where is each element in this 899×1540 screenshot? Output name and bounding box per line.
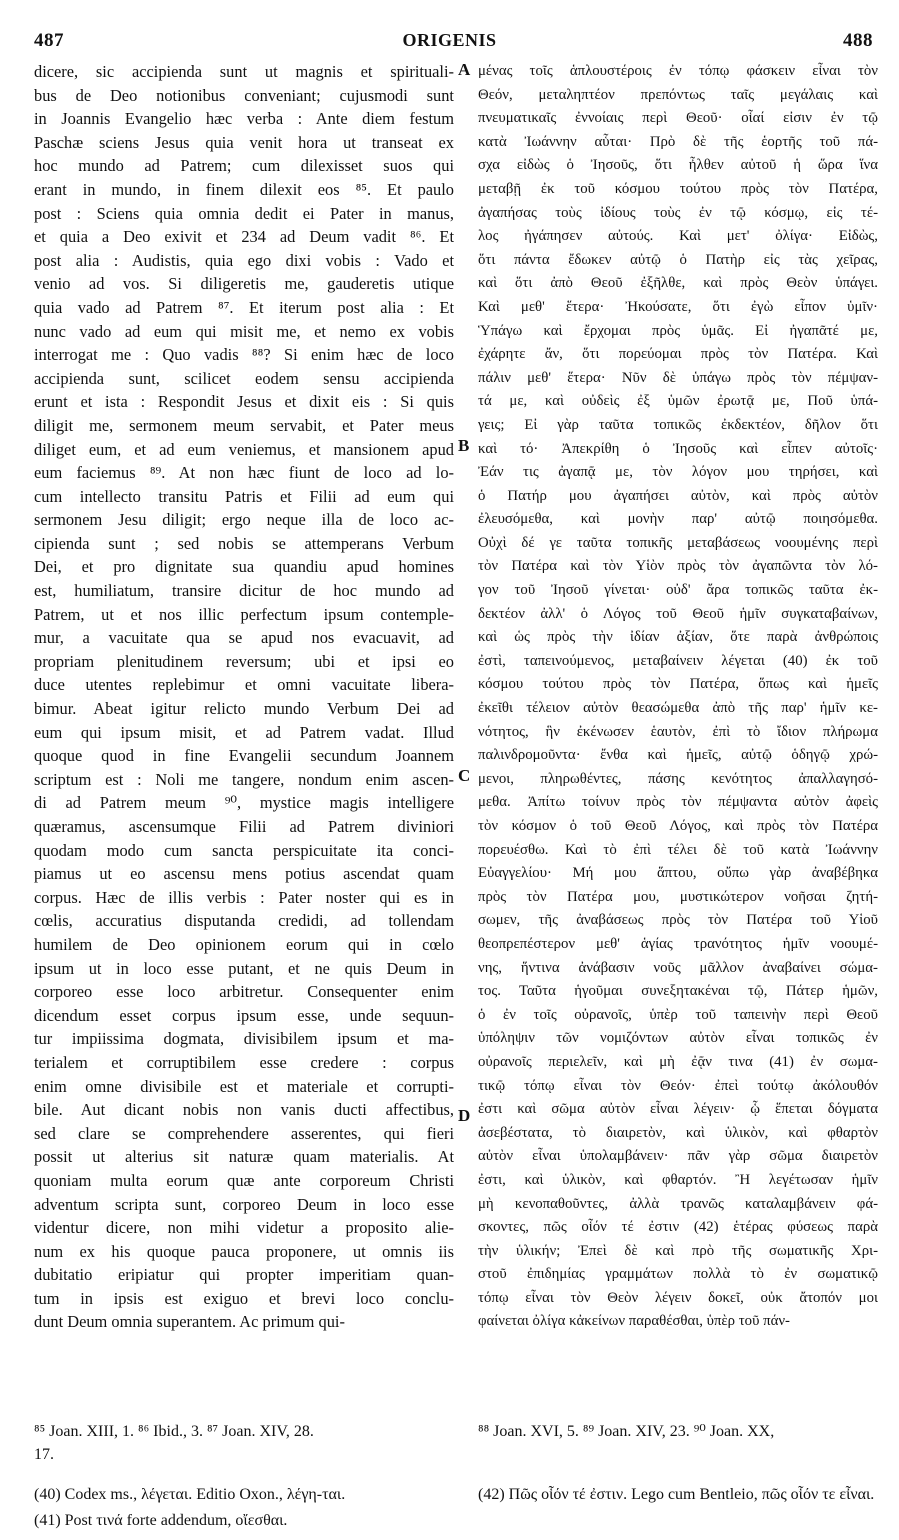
latin-text-line: quoniam multa eorum quæ ante corporeum Christi xyxy=(34,1170,454,1190)
latin-text-line: di ad Patrem meum ⁹⁰, mystice magis intelligere xyxy=(34,793,454,813)
greek-text-line: μεθα. Ἀπίτω τοίνυν πρὸς τὸν πέμψαντα αὐτὸν ἀφεὶς xyxy=(478,794,878,811)
greek-text-line: ἐστὶ, ταπεινούμενος, μεταβαίνειν λέγεται (40) ἐκ τοῦ xyxy=(478,652,878,669)
page-number-right: 488 xyxy=(843,30,873,51)
greek-text-line: μενοι, πληρωθέντες, πάσης κενότητος ἀπαλλαγησό- xyxy=(478,770,878,787)
latin-text-line: et quia a Deo exivit et 234 ad Deum vadit ⁸⁶. Et xyxy=(34,227,454,247)
greek-text-line: νης, ἥντινα ἀνάβασιν νοῦς μᾶλλον ἀναβαίνει σώμα- xyxy=(478,959,878,976)
greek-text-line: κατὰ Ἰωάννην αὗται· Πρὸ δὲ τῆς ἑορτῆς τοῦ πά- xyxy=(478,133,878,150)
latin-text-line: humilem de Deo opinionem eorum qui in cœlo xyxy=(34,934,454,954)
latin-text-line: quoque quod in fine Evangelii secundum Joannem xyxy=(34,746,454,766)
greek-text-line: ἐστι, καὶ ὑλικὸν, καὶ φθαρτόν. Ἢ λεγέτωσαν ἡμῖν xyxy=(478,1171,878,1188)
greek-text-line: φαίνεται ὀλίγα κἀκείνων παραθέσθαι, ὑπὲρ τοῦ πάν- xyxy=(478,1313,790,1330)
greek-text-line: Οὐχὶ δέ γε ταῦτα τοπικῆς μεταβάσεως νοουμένης περὶ xyxy=(478,534,878,551)
latin-text-line: hoc mundo ad Patrem; cum dilexisset suos qui xyxy=(34,156,454,176)
latin-text-line: venio ad vos. Si diligeretis me, gauderetis utique xyxy=(34,274,454,294)
latin-text-line: diliget eum, et ad eum veniemus, et mansionem apud xyxy=(34,439,454,459)
latin-text-line: piamus ut eo ascensu mens potius ascendat quam xyxy=(34,864,454,884)
greek-text-line: λος ἠγάπησεν αὐτούς. Καὶ μετ' ὀλίγα· Εἰδὼς, xyxy=(478,228,878,245)
latin-text-line: post alia : Audistis, quia ego dixi vobis : Vado et xyxy=(34,250,454,270)
greek-text-line: ἐκεῖθι τέλειον αὐτὸν θεασώμεθα ἀπὸ τῆς παρ' ἡμῖν κε- xyxy=(478,700,878,717)
latin-text-line: cœlis, accuratius disputanda credidi, ad tollendam xyxy=(34,911,454,931)
greek-text-line: τικῷ τόπῳ εἶναι τὸν Θεόν· ἐπεὶ τούτῳ ἀκόλουθόν xyxy=(478,1077,878,1094)
latin-text-line: nunc vado ad eum qui misit me, et nemo ex vobis xyxy=(34,321,454,341)
footnote-42: (42) Πῶς οἷόν τέ ἐστιν. Lego cum Bentleio, πῶς οἷόν τε εἶναι. xyxy=(478,1486,875,1503)
latin-text-line: bus de Deo notionibus conveniant; cujusmodi sunt xyxy=(34,85,454,105)
latin-text-line: bimur. Abeat igitur relicto mundo Verbum Dei ad xyxy=(34,699,454,719)
latin-text-line: bile. Aut dicant nobis non vanis ducti affectibus, xyxy=(34,1100,454,1120)
greek-text-line: τος. Ταῦτα ἡγοῦμαι συνεξητακέναι τῷ, Πάτερ ἡμῶν, xyxy=(478,983,878,1000)
greek-text-line: καὶ ὡς πρὸς τὴν ἰδίαν ἀξίαν, ὅτε παρὰ ἀνθρώποις xyxy=(478,629,878,646)
latin-text-line: adventum scripta sunt, corporeo Deum in loco esse xyxy=(34,1194,454,1214)
latin-text-line: possit ut alterius sit naturæ quam materialis. At xyxy=(34,1147,454,1167)
latin-text-line: terialem et corruptibilem esse credere : corpus xyxy=(34,1052,454,1072)
greek-scripture-refs: ⁸⁸ Joan. XVI, 5. ⁸⁹ Joan. XIV, 23. ⁹⁰ Joan. XX, xyxy=(478,1423,775,1440)
greek-text-line: ἐστι καὶ σῶμα αὐτὸν εἶναι λέγειν· ᾧ ἕπεται δόγματα xyxy=(478,1101,878,1118)
latin-text-line: tum in ipsis est exiguo et brevi loco conclu- xyxy=(34,1288,454,1308)
latin-text-line: accipienda sunt, scilicet eodem sensu accipienda xyxy=(34,368,454,388)
greek-text-line: θεοπρεπέστερον μεθ' ἁγίας τρανότητος ἡμῖν νοουμέ- xyxy=(478,935,878,952)
greek-text-line: παλινδρομοῦντα· ἔνθα καὶ ἡμεῖς, αὐτῷ ὁδηγῷ χρώ- xyxy=(478,747,878,764)
latin-text-line: sed clare se comprehendere asserentes, qui fieri xyxy=(34,1123,454,1143)
latin-text-line: diligit me, sermonem meum servabit, et Pater meus xyxy=(34,415,454,435)
latin-text-line: videntur dicere, non mihi videtur a proposito alie- xyxy=(34,1218,454,1238)
greek-text-line: πρὸς τὸν Πατέρα μου, μυστικώτερον νοῆσαι ζητή- xyxy=(478,888,878,905)
latin-text-line: dubitatio eripiatur qui propter imperitiam quan- xyxy=(34,1265,454,1285)
latin-text-line: dicendum esset corpus ipsum esse, unde sequun- xyxy=(34,1005,454,1025)
latin-text-line: est, humiliatum, transire dicitur de hoc mundo ad xyxy=(34,581,454,601)
latin-text-line: erunt et ista : Respondit Jesus et dixit eis : Si quis xyxy=(34,392,454,412)
latin-scripture-refs: ⁸⁵ Joan. XIII, 1. ⁸⁶ Ibid., 3. ⁸⁷ Joan. XIV, 28. xyxy=(34,1423,314,1440)
greek-text-line: Θεόν, μεταληπτέον πρεπόντως ταῖς μεγάλαις καὶ xyxy=(478,86,878,103)
latin-text-line: dunt Deum omnia superantem. Ac primum qui- xyxy=(34,1312,345,1332)
greek-text-line: ὁ ἐν τοῖς οὐρανοῖς, ὑπὲρ τοῦ ταπεινὴν περὶ Θεοῦ xyxy=(478,1006,878,1023)
latin-text-line: interrogat me : Quo vadis ⁸⁸? Si enim hæc de loco xyxy=(34,345,454,365)
latin-text-line: ipsum ut in loco esse putant, et ne quis Deum in xyxy=(34,958,454,978)
greek-text-line: ἀγαπήσας τοὺς ἰδίους τοὺς ἐν τῷ κόσμῳ, εἰς τέ- xyxy=(478,204,878,221)
greek-text-line: πορευέσθω. Καὶ τὸ ἐπὶ τέλει δὲ τοῦ κατὰ Ἰωάννην xyxy=(478,841,878,858)
greek-text-line: στοῦ ἐπιδημίας γραμμάτων πολλὰ τὸ ἐν σωματικῷ xyxy=(478,1266,878,1283)
latin-text-line: num ex his quoque pauca proponere, ut omnis iis xyxy=(34,1241,454,1261)
greek-column xyxy=(478,60,878,1334)
latin-text-line: post : Sciens quia omnia dedit ei Pater in manus, xyxy=(34,203,454,223)
greek-text-line: γον τοῦ Ἰησοῦ γίνεται· οὐδ' ἄρα τοπικῶς ταῦτα ἐκ- xyxy=(478,582,878,599)
greek-text-line: καὶ ὅτι ἀπὸ Θεοῦ ἐξῆλθε, καὶ πρὸς Θεὸν ὑπάγει. xyxy=(478,275,878,292)
latin-text-line: eum qui ipsum misit, et ad Patrem vadat. Illud xyxy=(34,722,454,742)
greek-text-line: τά με, καὶ οὐδεὶς ἐξ ὑμῶν ἐρωτᾷ με, Ποῦ ὑπά- xyxy=(478,393,878,410)
margin-marker-c: C xyxy=(458,766,471,785)
latin-text-line: propriam plenitudinem reversum; ubi et ipsi eo xyxy=(34,651,454,671)
latin-column xyxy=(34,60,454,1334)
greek-text-line: ἐχάρητε ἄν, ὅτι πορεύομαι πρὸς τὸν Πατέρα. Καὶ xyxy=(478,346,878,363)
greek-text-line: κόσμου τούτου πρὸς τὸν Πατέρα, ὅπως καὶ ἡμεῖς xyxy=(478,676,878,693)
latin-text-line: Patrem, ut et nos illic perfectum ipsum contemple- xyxy=(34,604,454,624)
latin-text-line: duce utentes replebimur et omni vacuitate libera- xyxy=(34,675,454,695)
greek-text-line: Καὶ μεθ' ἕτερα· Ἠκούσατε, ὅτι ἐγὼ εἶπον ὑμῖν· xyxy=(478,298,878,315)
greek-text-line: οὐρανοῖς περιελεῖν, καὶ μὴ ἐᾷν τινα (41) ἐν σωμα- xyxy=(478,1053,878,1070)
greek-text-line: πνευματικαῖς ἐννοίαις περὶ Θεοῦ· οἷαί εἰσιν ἐν τῷ xyxy=(478,110,878,127)
margin-marker-b: B xyxy=(458,436,470,455)
latin-text-line: in Joannis Evangelio hæc verba : Ante diem festum xyxy=(34,109,454,129)
greek-text-line: πάλιν μεθ' ἕτερα· Νῦν δὲ ὑπάγω πρὸς τὸν πέμψαν- xyxy=(478,369,878,386)
latin-text-line: quæramus, ascensumque Filii ad Patrem diviniori xyxy=(34,817,454,836)
greek-text-line: σκοντες, πῶς οἷόν τέ ἐστιν (42) ἑτέρας φύσεως παρὰ xyxy=(478,1219,878,1236)
latin-text-line: enim omne divisibile est et materiale et corrupti- xyxy=(34,1076,454,1096)
footnote-41: (41) Post τινά forte addendum, οἴεσθαι. xyxy=(34,1512,288,1529)
greek-text-line: σχα εἰδὼς ὁ Ἰησοῦς, ὅτι ἦλθεν αὐτοῦ ἡ ὥρα ἵνα xyxy=(478,157,878,174)
page-number-left: 487 xyxy=(34,30,64,51)
greek-text-line: γεις; Εἰ γὰρ ταῦτα τοπικῶς ἐκδεκτέον, δῆλον ὅτι xyxy=(478,416,878,433)
greek-text-line: Ἐάν τις ἀγαπᾷ με, τὸν λόγον μου τηρήσει, καὶ xyxy=(478,464,878,481)
running-title: ORIGENIS xyxy=(402,30,497,50)
margin-marker-d: D xyxy=(458,1106,471,1125)
latin-text-line: cipienda sunt ; sed nobis se attemperans Verbum xyxy=(34,533,454,553)
footnote-40: (40) Codex ms., λέγεται. Editio Oxon., λέγη-ται. xyxy=(34,1486,346,1503)
greek-text-line: τὸν Πατέρα καὶ τὸν Υἱὸν πρὸς τὸν ἀγαπῶντα τὸν λό- xyxy=(478,558,878,575)
greek-text-line: ἐλευσόμεθα, καὶ μονὴν παρ' αὐτῷ ποιησόμεθα. xyxy=(478,511,878,528)
greek-text-line: μὴ κενοπαθοῦντες, ἀλλὰ τρανῶς καταλαμβάνειν φά- xyxy=(478,1195,878,1212)
greek-text-line: Εὐαγγελίου· Μή μου ἅπτου, οὔπω γὰρ ἀναβέβηκα xyxy=(478,865,878,882)
greek-text-line: Ὑπάγω καὶ ἔρχομαι πρὸς ὑμᾶς. Εἰ ἠγαπᾶτέ με, xyxy=(478,322,878,339)
latin-text-line: scriptum est : Noli me tangere, nondum enim ascen- xyxy=(34,769,454,789)
latin-text-line: mur, a vacuitate qua se apud nos evacuavit, ad xyxy=(34,628,454,648)
greek-text-line: τὴν ὑλικήν; Ἐπεὶ δὲ καὶ πρὸ τῆς σωματικῆς Χρι- xyxy=(478,1242,878,1259)
greek-text-line: τόπῳ εἶναι τὸν Θεὸν λέγειν δοκεῖ, οὐκ ἄτοπόν μοι xyxy=(478,1289,878,1306)
latin-scripture-refs-cont: 17. xyxy=(34,1446,54,1463)
margin-marker-a: A xyxy=(458,60,471,79)
greek-text-line: μένας τοῖς ἁπλουστέροις ἐν τόπῳ φάσκειν εἶναι τὸν xyxy=(478,63,878,79)
latin-text-line: cum intellecto transitu Patris et Filii ad eum qui xyxy=(34,486,454,506)
latin-text-line: Dei, et pro dignitate sua quandiu apud homines xyxy=(34,557,454,577)
latin-text-line: quia vado ad Patrem ⁸⁷. Et iterum post alia : Et xyxy=(34,297,454,317)
greek-text-line: ὑπόληψιν τῶν νομιζόντων αὐτὸν εἶναι τοπικῶς ἐν xyxy=(478,1030,878,1047)
greek-text-line: νότητος, ἣν ἐκένωσεν ἑαυτὸν, ἐπὶ τὸ ἴδιον πλήρωμα xyxy=(478,723,878,740)
greek-text-line: μεταβῇ ἐκ τοῦ κόσμου τούτου πρὸς τὸν Πατέρα, xyxy=(478,180,878,197)
latin-text-line: sermonem Jesu diligit; ergo neque illa de loco ac- xyxy=(34,510,454,530)
latin-text-line: eum faciemus ⁸⁹. At non hæc fiunt de loco ad lo- xyxy=(34,463,454,483)
latin-text-line: dicere, sic accipienda sunt ut magnis et spirituali- xyxy=(34,62,454,81)
greek-text-line: δεκτέον ἀλλ' ὁ Λόγος τοῦ Θεοῦ ἡμῖν συγκαταβαίνων, xyxy=(478,605,878,622)
greek-text-line: τὸν κόσμον ὁ τοῦ Θεοῦ Λόγος, καὶ πρὸς τὸν Πατέρα xyxy=(478,818,878,834)
latin-text-line: corporeo esse loco arbitretur. Consequenter enim xyxy=(34,982,454,1002)
greek-text-line: καὶ τό· Ἀπεκρίθη ὁ Ἰησοῦς καὶ εἶπεν αὐτοῖς· xyxy=(478,440,878,457)
greek-text-line: αὐτὸν εἶναι ὑπολαμβάνειν· πᾶν γὰρ σῶμα διαιρετὸν xyxy=(478,1148,878,1165)
latin-text-line: Paschæ sciens Jesus quia venit hora ut transeat ex xyxy=(34,132,454,152)
greek-text-line: ἀσεβέστατα, τὸ διαιρετὸν, καὶ ὑλικὸν, καὶ φθαρτὸν xyxy=(478,1124,878,1141)
latin-text-line: corpus. Hæc de illis verbis : Pater noster qui es in xyxy=(34,887,454,907)
greek-text-line: ὁ Πατήρ μου ἀγαπήσει αὐτὸν, καὶ πρὸς αὐτὸν xyxy=(478,487,878,504)
latin-text-line: tur impiissima dogmata, divisibilem ipsum et ma- xyxy=(34,1029,454,1049)
latin-text-line: erant in mundo, in finem dilexit eos ⁸⁵. Et paulo xyxy=(34,179,454,199)
latin-text-line: quodam modo cum sancta perspicuitate ita conci- xyxy=(34,840,454,860)
greek-text-line: σωμεν, τῆς ἀναβάσεως πρὸς τὸν Πατέρα τοῦ Υἱοῦ xyxy=(478,912,878,929)
greek-text-line: ὅτι πάντα ἔδωκεν αὐτῷ ὁ Πατὴρ εἰς τὰς χεῖρας, xyxy=(478,251,878,268)
